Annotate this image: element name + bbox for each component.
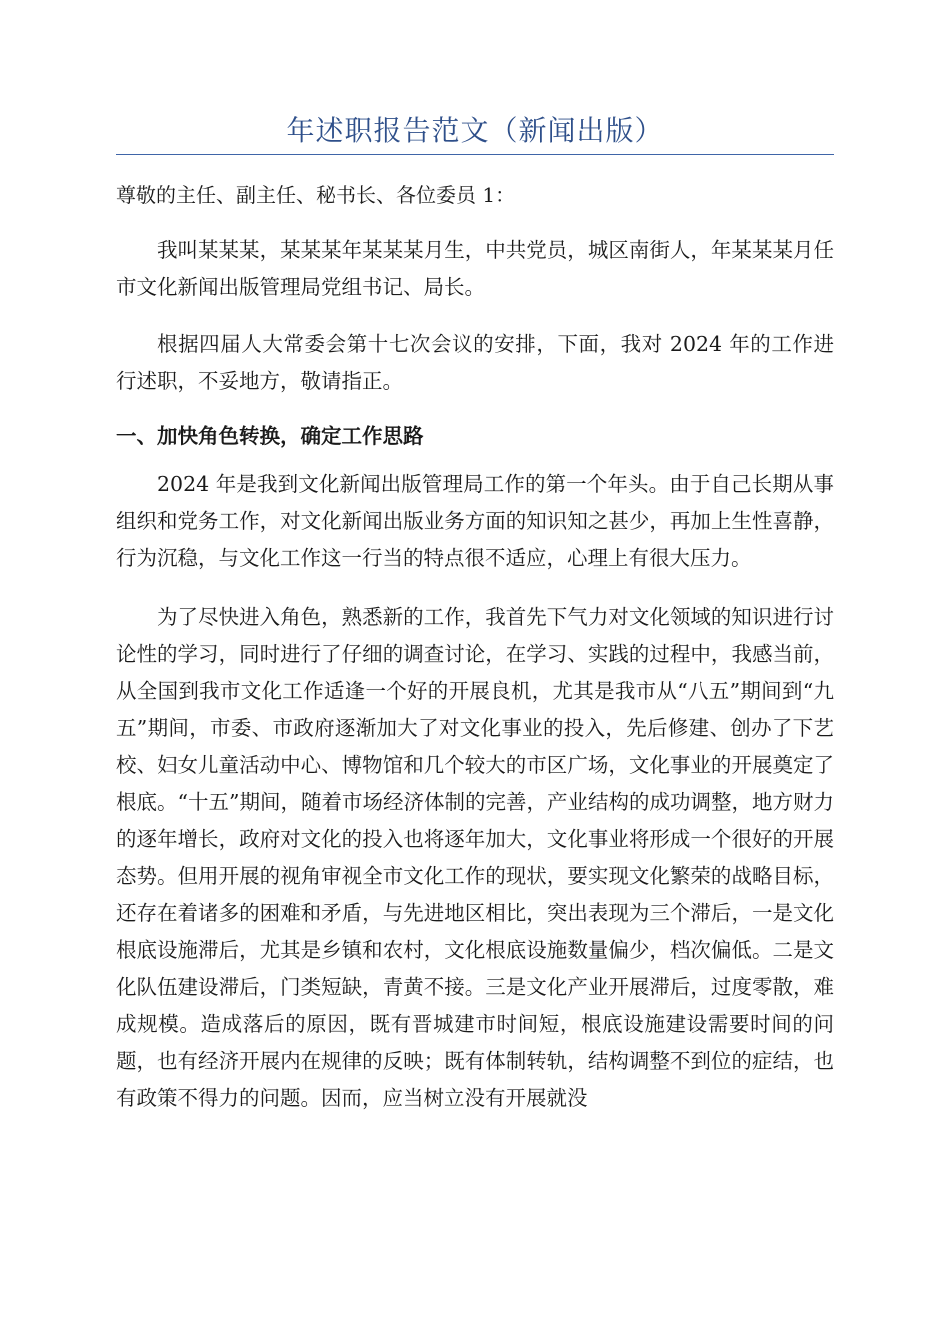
paragraph-role-transition: 为了尽快进入角色，熟悉新的工作，我首先下气力对文化领域的知识进行讨论性的学习，同时进行了仔细的调查讨论，在学习、实践的过程中，我感当前，从全国到我市文化工作适逢一个好的开展良机，尤其是我市从“八五”期间到“九五”期间，市委、市政府逐渐加大了对文化事业的投入，先后修建、创办了下艺校、妇女儿童活动中心、博物馆和几个较大的市区广场，文化事业的开展奠定了根底。“十五”期间，随着市场经济体制的完善，产业结构的成功调整，地方财力的逐年增长，政府对文化的投入也将逐年加大，文化事业将形成一个很好的开展态势。但用开展的视角审视全市文化工作的现状，要实现文化繁荣的战略目标，还存在着诸多的困难和矛盾，与先进地区相比，突出表现为三个滞后，一是文化根底设施滞后，尤其是乡镇和农村，文化根底设施数量偏少，档次偏低。二是文化队伍建设滞后，门类短缺，青黄不接。三是文化产业开展滞后，过度零散，难成规模。造成落后的原因，既有晋城建市时间短，根底设施建设需要时间的问题，也有经济开展内在规律的反映；既有体制转轨，结构调整不到位的症结，也有政策不得力的问题。因而，应当树立没有开展就没: [116, 605, 834, 1110]
title-underline: [116, 154, 834, 155]
paragraph-first-year: 2024 年是我到文化新闻出版管理局工作的第一个年头。由于自己长期从事组织和党务工作，对文化新闻出版业务方面的知识知之甚少，再加上生性喜静，行为沉稳，与文化工作这一行当的特点很不适应，心理上有很大压力。: [116, 472, 834, 570]
section-heading-1: 一、加快角色转换，确定工作思路: [116, 424, 424, 448]
salutation: 尊敬的主任、副主任、秘书长、各位委员 1：: [116, 183, 516, 207]
paragraph-arrangement: 根据四届人大常委会第十七次会议的安排，下面，我对 2024 年的工作进行述职，不妥地方，敬请指正。: [116, 332, 834, 393]
paragraph-intro: 我叫某某某，某某某年某某某月生，中共党员，城区南街人，年某某某月任市文化新闻出版管理局党组书记、局长。: [116, 238, 834, 299]
document-page: [116, 0, 834, 1117]
document-title: 年述职报告范文（新闻出版）: [286, 114, 664, 147]
